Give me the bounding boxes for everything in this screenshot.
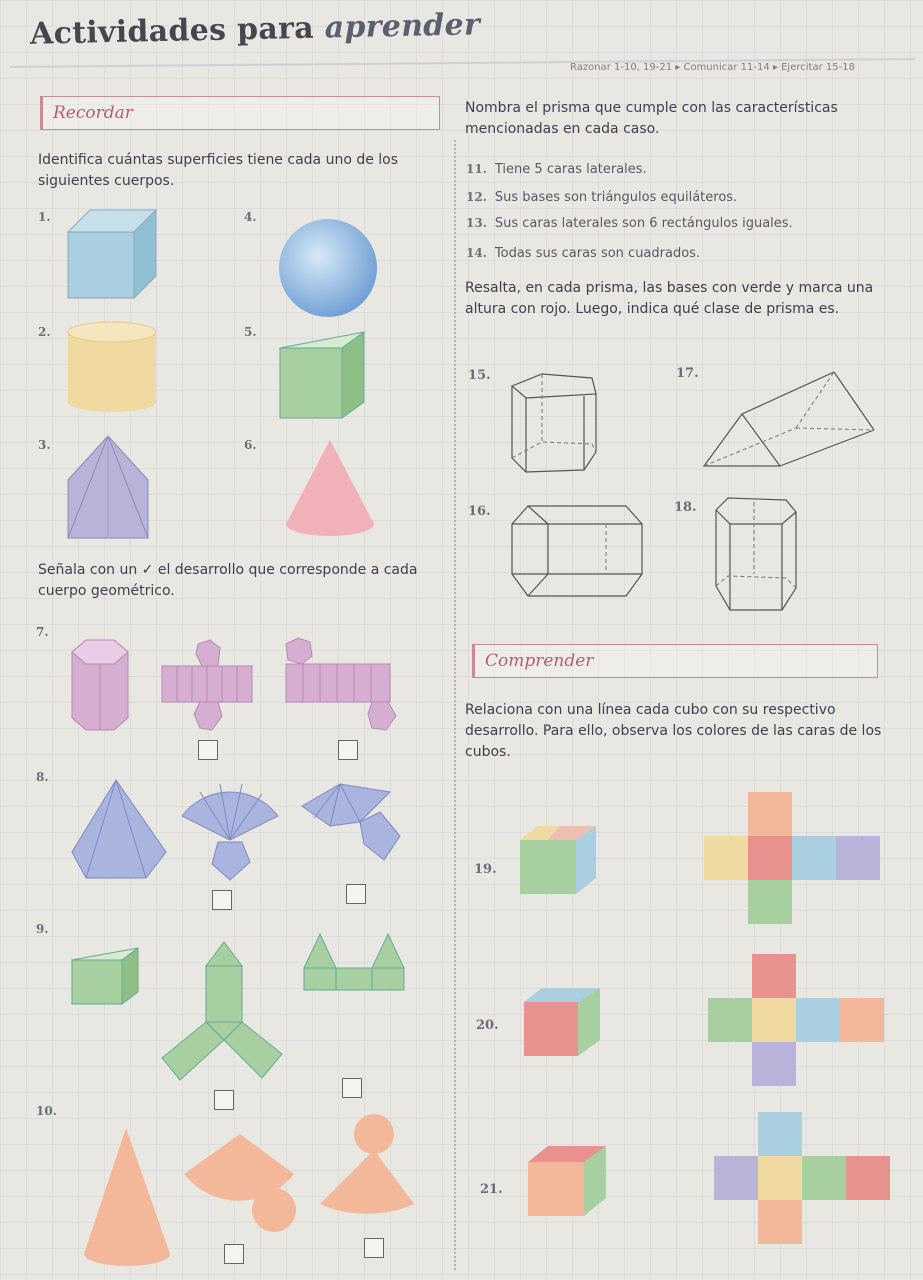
sphere-figure bbox=[278, 218, 378, 318]
cube-net-19 bbox=[704, 790, 884, 928]
item-number-16: 16. bbox=[468, 504, 491, 519]
item-13-text: Sus caras laterales son 6 rectángulos iguales. bbox=[494, 216, 793, 231]
item-number-1: 1. bbox=[38, 210, 51, 224]
pentagonal-pyramid-figure bbox=[72, 780, 168, 880]
comprender-instruction: Relaciona con una línea cada cubo con su respectivo desarrollo. Para ello, observa los colores de las caras de los cubos. bbox=[465, 702, 882, 760]
item-number-19: 19. bbox=[474, 862, 497, 877]
cube-19 bbox=[520, 824, 600, 896]
item-12-number: 12. bbox=[466, 190, 487, 204]
cylinder-figure bbox=[68, 320, 158, 412]
hexagonal-prism-net-1 bbox=[162, 640, 254, 732]
cone-net-2 bbox=[316, 1112, 416, 1230]
cube-net-20 bbox=[708, 952, 890, 1090]
comprender-label: Comprender bbox=[485, 651, 594, 671]
resalta-instruction: Resalta, en cada prisma, las bases con verde y marca una altura con rojo. Luego, indica qué clase de prisma es. bbox=[465, 280, 874, 317]
checkbox-8b[interactable] bbox=[346, 884, 366, 904]
green-triangular-prism-figure bbox=[72, 946, 142, 1006]
item-12 bbox=[466, 190, 737, 205]
item-number-6: 6. bbox=[244, 438, 257, 452]
page-title bbox=[30, 7, 481, 51]
item-13 bbox=[466, 216, 793, 231]
cube-figure bbox=[68, 208, 160, 300]
item-number-3: 3. bbox=[38, 438, 51, 452]
item-number-17: 17. bbox=[676, 366, 699, 381]
item-11-text: Tiene 5 caras laterales. bbox=[494, 162, 647, 177]
hexagonal-prism-figure bbox=[72, 638, 132, 732]
item-number-8: 8. bbox=[36, 770, 49, 784]
recordar-header bbox=[40, 96, 440, 130]
pentagonal-prism-wireframe bbox=[506, 372, 602, 476]
cube-20 bbox=[524, 986, 604, 1058]
item-number-15: 15. bbox=[468, 368, 491, 383]
checkbox-9b[interactable] bbox=[342, 1078, 362, 1098]
item-number-5: 5. bbox=[244, 325, 257, 339]
recordar-instruction: Identifica cuántas superficies tiene cada uno de los siguientes cuerpos. bbox=[38, 152, 399, 189]
item-11-number: 11. bbox=[466, 162, 487, 176]
checkbox-10a[interactable] bbox=[224, 1244, 244, 1264]
column-divider bbox=[454, 140, 456, 1270]
checkbox-8a[interactable] bbox=[212, 890, 232, 910]
item-11 bbox=[466, 162, 647, 177]
triangular-prism-net-1 bbox=[158, 940, 286, 1082]
orange-cone-figure bbox=[82, 1128, 172, 1268]
cube-net-21 bbox=[714, 1110, 896, 1250]
item-number-10: 10. bbox=[36, 1104, 57, 1118]
item-number-2: 2. bbox=[38, 325, 51, 339]
item-number-21: 21. bbox=[480, 1182, 503, 1197]
checkbox-9a[interactable] bbox=[214, 1090, 234, 1110]
item-14-text: Todas sus caras son cuadrados. bbox=[494, 246, 701, 261]
comprender-header bbox=[472, 644, 878, 678]
item-14 bbox=[466, 246, 700, 261]
hexagonal-prism-net-2 bbox=[282, 636, 400, 734]
pentagonal-pyramid-net-2 bbox=[300, 782, 404, 866]
skills-line: Razonar 1-10, 19-21 ▸ Comunicar 11-14 ▸ Ejercitar 15-18 bbox=[570, 62, 855, 73]
checkbox-7a[interactable] bbox=[198, 740, 218, 760]
cube-21 bbox=[528, 1144, 608, 1218]
triangular-prism-wireframe bbox=[700, 368, 878, 472]
title-accent: aprender bbox=[324, 7, 481, 46]
pyramid-figure bbox=[68, 436, 152, 540]
item-14-number: 14. bbox=[466, 246, 487, 260]
item-number-9: 9. bbox=[36, 922, 49, 936]
recordar-label: Recordar bbox=[53, 103, 133, 123]
item-12-text: Sus bases son triángulos equiláteros. bbox=[494, 190, 738, 205]
triangular-prism-figure bbox=[280, 330, 370, 420]
item-number-20: 20. bbox=[476, 1018, 499, 1033]
item-number-7: 7. bbox=[36, 625, 49, 639]
pentagonal-pyramid-net-1 bbox=[180, 782, 280, 882]
triangular-prism-net-2 bbox=[302, 932, 406, 992]
prisms-instruction: Nombra el prisma que cumple con las características mencionadas en cada caso. bbox=[465, 100, 838, 137]
checkbox-10b[interactable] bbox=[364, 1238, 384, 1258]
item-13-number: 13. bbox=[466, 216, 487, 230]
cone-figure bbox=[284, 440, 378, 538]
item-number-4: 4. bbox=[244, 210, 257, 224]
hexagonal-prism-horizontal-wireframe bbox=[510, 504, 644, 600]
hexagonal-prism-vertical-wireframe bbox=[712, 496, 800, 614]
checkbox-7b[interactable] bbox=[338, 740, 358, 760]
cone-net-1 bbox=[184, 1130, 300, 1234]
title-main: Actividades para bbox=[29, 10, 326, 52]
senala-instruction: Señala con un ✓ el desarrollo que corresponde a cada cuerpo geométrico. bbox=[38, 562, 418, 599]
item-number-18: 18. bbox=[674, 500, 697, 515]
